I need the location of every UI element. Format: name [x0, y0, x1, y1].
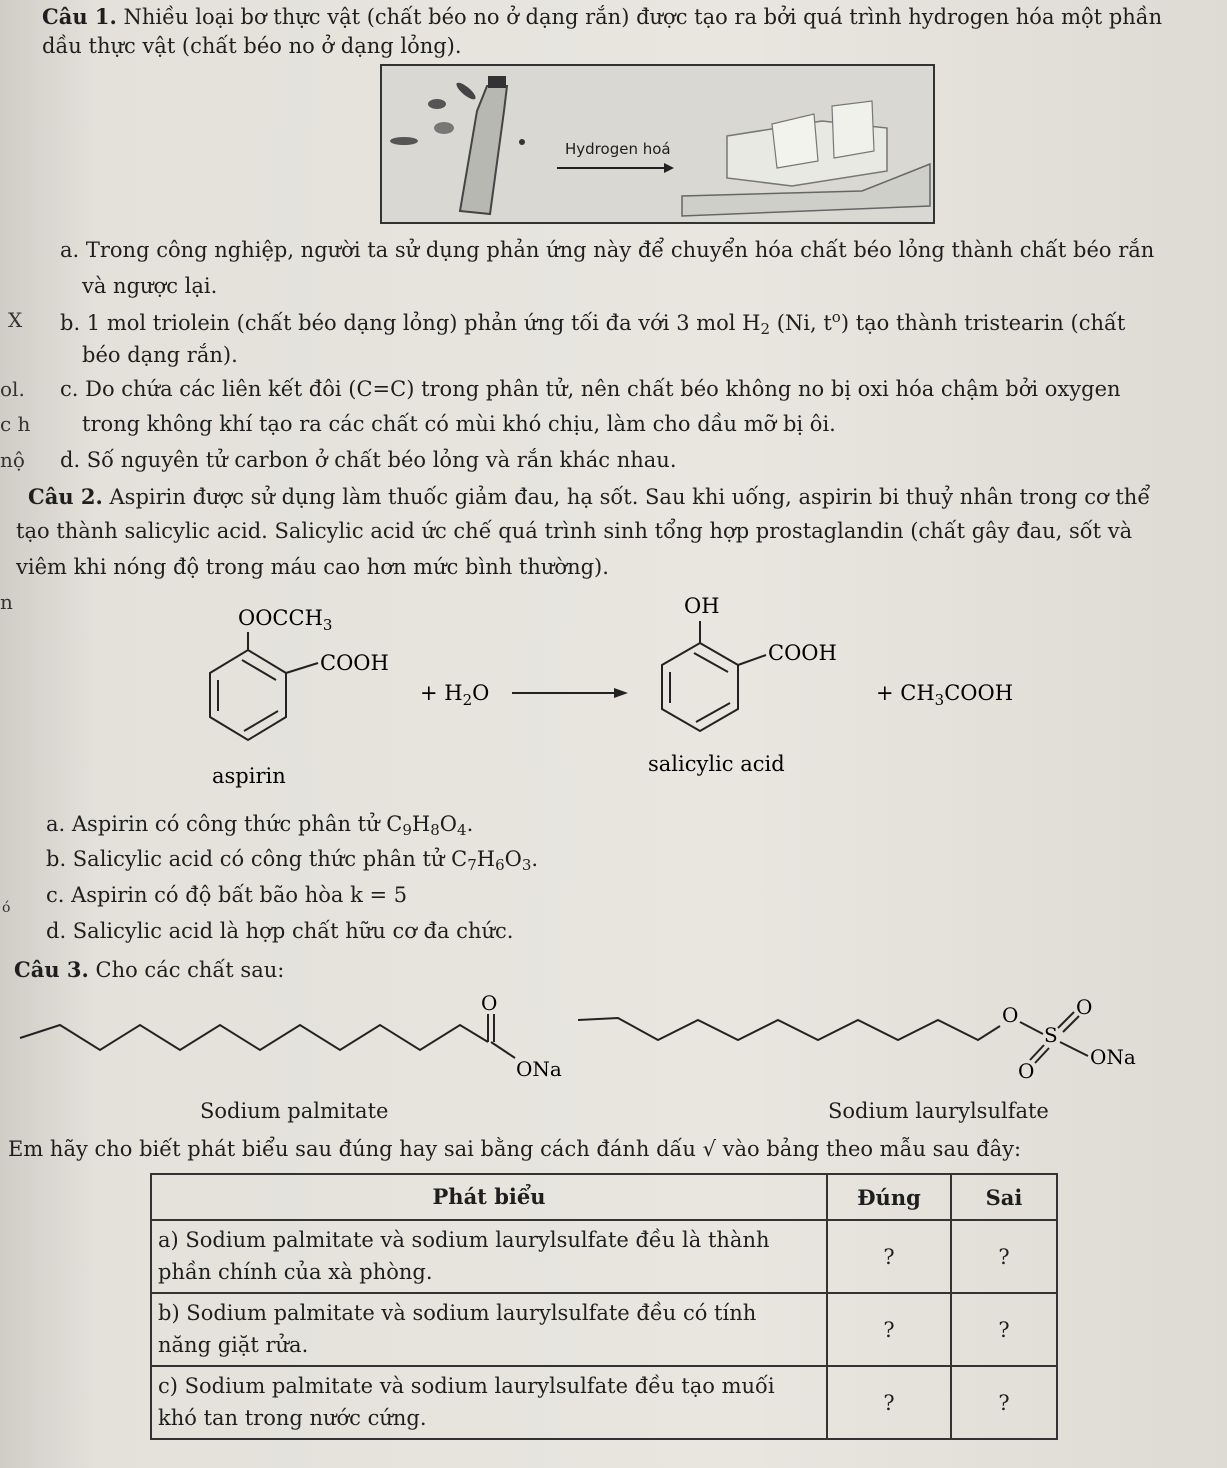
q1-title: Câu 1.	[42, 4, 117, 29]
q1-intro-text: Nhiều loại bơ thực vật (chất béo no ở dạng rắn) được tạo ra bởi quá trình hydrogen hóa một phần	[123, 5, 1163, 29]
q1-intro-line1	[42, 4, 1162, 30]
reactant-water: + $H_2O$	[420, 681, 490, 709]
subscript: 6	[495, 856, 505, 874]
formula-part: .	[531, 847, 539, 871]
salicylic-acid-label: salicylic acid	[648, 752, 785, 776]
q2-b-text: b. Salicylic acid có công thức phân tử C	[46, 847, 468, 871]
leaf-shape	[454, 80, 478, 102]
formula-part: H	[476, 847, 496, 871]
header-statement: Phát biểu	[151, 1174, 827, 1220]
bottle-cap	[488, 76, 506, 88]
q1-statement-c-line2: trong không khí tạo ra các chất có mùi khó chịu, làm cho dầu mỡ bị ôi.	[82, 412, 836, 436]
true-checkbox-cell[interactable]: ?	[827, 1366, 951, 1439]
q2-title: Câu 2.	[28, 484, 103, 509]
sodium-palmitate-label: Sodium palmitate	[200, 1099, 389, 1123]
butter-slice	[832, 101, 874, 158]
salicylic-oh: OH	[684, 594, 720, 618]
margin-mark: c h	[0, 412, 31, 436]
superscript: o	[831, 308, 841, 326]
table-row	[151, 1293, 1057, 1366]
formula-part: H	[411, 812, 431, 836]
true-false-table	[150, 1173, 1058, 1440]
lauryl-ester-oxygen: O	[1002, 1003, 1019, 1027]
surfactant-structures	[0, 990, 1227, 1090]
q2-text: Aspirin được sử dụng làm thuốc giảm đau, hạ sốt. Sau khi uống, aspirin bi thuỷ nhân trong cơ thể	[109, 485, 1151, 509]
lauryl-sulfonyl-oxygen: O	[1018, 1059, 1035, 1083]
true-checkbox-cell[interactable]: ?	[827, 1220, 951, 1293]
q2-statement-b	[46, 847, 538, 874]
salicylic-benzene-ring	[662, 621, 766, 731]
aspirin-substituent-acid: COOH	[320, 651, 389, 675]
q1-b-text: b. 1 mol triolein (chất béo dạng lỏng) phản ứng tối đa với 3 mol H	[60, 311, 761, 335]
butter-slice	[772, 114, 818, 168]
statement-line: b) Sodium palmitate và sodium laurylsulfate đều có tính	[158, 1301, 757, 1325]
lauryl-so-double-bond	[1030, 1045, 1044, 1060]
olive-shape	[428, 99, 446, 109]
subscript: 2	[760, 320, 771, 338]
product-acetic-acid: + $CH_3COOH$	[876, 681, 1014, 709]
margin-mark: ol.	[0, 377, 25, 401]
lauryl-os-bond	[1020, 1022, 1043, 1034]
subscript: 7	[467, 856, 477, 874]
table-row	[151, 1366, 1057, 1439]
false-checkbox-cell[interactable]: ?	[951, 1220, 1057, 1293]
q1-statement-a-line1: a. Trong công nghiệp, người ta sử dụng phản ứng này để chuyển hóa chất béo lỏng thành chất béo rắn	[60, 238, 1155, 262]
palmitate-ona: ONa	[516, 1057, 562, 1081]
q2-line1	[28, 484, 1150, 510]
margin-mark: n	[0, 590, 13, 614]
table-row	[151, 1220, 1057, 1293]
q1-b-text: (Ni, t	[770, 311, 832, 335]
false-checkbox-cell[interactable]: ?	[951, 1366, 1057, 1439]
statement-cell	[151, 1293, 827, 1366]
q2-a-text: a. Aspirin có công thức phân tử C	[46, 812, 403, 836]
formula-part: O	[504, 847, 522, 871]
q1-statement-a-line2: và ngược lại.	[82, 274, 218, 298]
subscript: 9	[402, 821, 412, 839]
hydrogenation-label: Hydrogen hoá	[565, 140, 671, 158]
q3-intro-text: Cho các chất sau:	[95, 958, 285, 982]
subscript: 3	[521, 856, 532, 874]
false-checkbox-cell[interactable]: ?	[951, 1293, 1057, 1366]
salicylic-cooh: COOH	[768, 641, 837, 665]
subscript: 4	[457, 821, 467, 839]
statement-cell	[151, 1220, 827, 1293]
aspirin-label: aspirin	[212, 764, 286, 788]
q3-intro	[14, 957, 284, 983]
header-true: Đúng	[827, 1174, 951, 1220]
leaf-shape	[390, 137, 418, 145]
margin-mark: nộ	[0, 448, 25, 472]
formula-part: O	[439, 812, 458, 836]
statement-line: năng giặt rửa.	[158, 1332, 309, 1357]
q2-statement-a	[46, 812, 473, 839]
lauryl-chain	[578, 1018, 1000, 1040]
aspirin-benzene-ring	[210, 632, 318, 740]
statement-line: c) Sodium palmitate và sodium laurylsulfate đều tạo muối	[158, 1374, 775, 1398]
palmitate-oxygen: O	[481, 991, 498, 1015]
q1-statement-d: d. Số nguyên tử carbon ở chất béo lỏng và rắn khác nhau.	[60, 448, 677, 472]
q1-statement-b-line1	[60, 308, 1125, 338]
hydrogenation-figure	[380, 64, 935, 224]
olive-shape	[434, 122, 454, 134]
formula-part: .	[466, 812, 474, 836]
statement-cell	[151, 1366, 827, 1439]
q3-instruction: Em hãy cho biết phát biểu sau đúng hay sai bằng cách đánh dấu √ vào bảng theo mẫu sau đây:	[8, 1137, 1022, 1161]
q1-statement-c-line1: c. Do chứa các liên kết đôi (C=C) trong phân tử, nên chất béo không no bị oxi hóa chậm bởi oxygen	[60, 377, 1121, 401]
lauryl-so-double-bond	[1058, 1012, 1074, 1028]
palmitate-ester-bond	[491, 1042, 515, 1058]
sodium-laurylsulfate-label: Sodium laurylsulfate	[828, 1099, 1049, 1123]
lauryl-s-ona-bond	[1060, 1042, 1088, 1056]
lauryl-sulfonyl-oxygen: O	[1076, 995, 1093, 1019]
lauryl-ona: ONa	[1090, 1045, 1136, 1069]
q1-intro-line2: dầu thực vật (chất béo no ở dạng lỏng).	[42, 34, 462, 58]
oil-bottle	[460, 86, 507, 214]
q2-line3: viêm khi nóng độ trong máu cao hơn mức bình thường).	[16, 555, 609, 579]
table-header-row	[151, 1174, 1057, 1220]
aspirin-hydrolysis-reaction	[0, 585, 1227, 800]
true-checkbox-cell[interactable]: ?	[827, 1293, 951, 1366]
header-false: Sai	[951, 1174, 1057, 1220]
lauryl-sulfur: S	[1044, 1023, 1058, 1047]
palmitate-chain	[20, 1025, 488, 1050]
margin-mark: ó	[2, 900, 11, 916]
margin-mark: X	[8, 308, 23, 332]
statement-line: phần chính của xà phòng.	[158, 1259, 433, 1284]
q2-statement-d: d. Salicylic acid là hợp chất hữu cơ đa chức.	[46, 919, 514, 943]
lauryl-so-double-bond	[1035, 1048, 1049, 1063]
q1-b-text: ) tạo thành tristearin (chất	[840, 311, 1126, 335]
q1-statement-b-line2: béo dạng rắn).	[82, 343, 238, 367]
oil-drop	[519, 139, 525, 145]
aspirin-substituent-ester: $OOCCH_3$	[238, 606, 333, 634]
reaction-arrowhead	[664, 163, 674, 173]
statement-line: khó tan trong nước cứng.	[158, 1405, 427, 1430]
q3-title: Câu 3.	[14, 957, 89, 982]
statement-line: a) Sodium palmitate và sodium laurylsulfate đều là thành	[158, 1228, 770, 1252]
subscript: 8	[430, 821, 440, 839]
reaction-arrowhead	[614, 688, 628, 698]
q2-line2: tạo thành salicylic acid. Salicylic acid ức chế quá trình sinh tổng hợp prostaglandin (chất gây đau, sốt và	[16, 519, 1133, 543]
q2-statement-c: c. Aspirin có độ bất bão hòa k = 5	[46, 883, 408, 907]
